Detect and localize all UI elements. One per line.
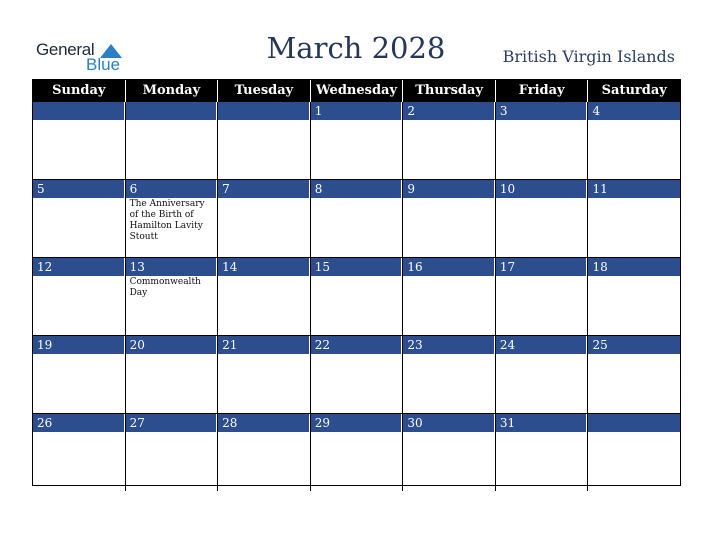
day-number: 4 [588,102,680,120]
day-number: 28 [218,414,310,432]
weekday-header: Tuesday [218,80,311,102]
calendar-week-row [33,179,680,257]
day-number: 26 [33,414,125,432]
day-number: 2 [403,102,495,120]
calendar-day-cell[interactable] [588,336,680,413]
weeks-container [33,102,680,491]
calendar-day-cell[interactable] [403,180,496,257]
calendar-week-row [33,102,680,179]
day-number: 5 [33,180,125,198]
calendar-day-cell[interactable] [496,102,589,179]
calendar-day-cell[interactable] [403,414,496,491]
day-number: 30 [403,414,495,432]
weekday-header: Wednesday [311,80,404,102]
page-title: March 2028 [266,31,446,65]
day-number: 20 [126,336,218,354]
calendar-day-cell[interactable] [496,258,589,335]
day-number [33,102,125,120]
calendar-day-cell[interactable] [218,258,311,335]
calendar-day-cell[interactable] [311,180,404,257]
calendar-day-cell[interactable] [126,414,219,491]
day-number: 6 [126,180,218,198]
calendar-day-cell[interactable] [126,258,219,335]
calendar-day-cell[interactable] [218,180,311,257]
calendar-day-cell[interactable] [311,336,404,413]
calendar-day-cell[interactable] [126,336,219,413]
calendar-day-cell[interactable] [218,414,311,491]
calendar-day-cell[interactable] [403,258,496,335]
day-number: 24 [496,336,588,354]
day-number: 29 [311,414,403,432]
calendar-day-cell[interactable] [126,180,219,257]
calendar-day-cell[interactable] [403,102,496,179]
weekday-header-row [33,80,680,102]
day-number: 11 [588,180,680,198]
region-label: British Virgin Islands [502,47,675,66]
calendar-day-cell[interactable] [33,414,126,491]
weekday-header: Sunday [33,80,126,102]
day-number [126,102,218,120]
day-number: 16 [403,258,495,276]
calendar-day-cell[interactable] [33,102,126,179]
calendar-day-cell[interactable] [496,336,589,413]
calendar-day-cell[interactable] [311,258,404,335]
day-number: 14 [218,258,310,276]
weekday-header: Friday [496,80,589,102]
day-number: 10 [496,180,588,198]
logo-blue-text: Blue [86,55,121,74]
calendar-day-cell[interactable] [33,336,126,413]
day-number: 13 [126,258,218,276]
calendar-day-cell[interactable] [311,102,404,179]
day-number: 31 [496,414,588,432]
calendar-grid [32,79,681,486]
day-number: 12 [33,258,125,276]
calendar-week-row [33,413,680,491]
calendar-day-cell[interactable] [218,336,311,413]
calendar-week-row [33,257,680,335]
day-number [588,414,680,432]
calendar-day-cell[interactable] [218,102,311,179]
calendar-day-cell[interactable] [126,102,219,179]
weekday-header: Thursday [403,80,496,102]
calendar-day-cell[interactable] [588,180,680,257]
calendar-day-cell[interactable] [496,180,589,257]
logo-general-text: General [36,40,95,59]
day-number: 19 [33,336,125,354]
calendar-day-cell[interactable] [33,258,126,335]
day-number: 22 [311,336,403,354]
day-number: 3 [496,102,588,120]
day-number: 27 [126,414,218,432]
calendar-day-cell[interactable] [588,102,680,179]
day-number: 9 [403,180,495,198]
day-number: 7 [218,180,310,198]
calendar-day-cell[interactable] [496,414,589,491]
day-number: 18 [588,258,680,276]
holiday-event: Commonwealth Day [129,277,201,298]
calendar-day-cell[interactable] [588,414,680,491]
day-number: 1 [311,102,403,120]
weekday-header: Saturday [601,83,667,98]
calendar-week-row [33,335,680,413]
day-number: 17 [496,258,588,276]
day-number: 23 [403,336,495,354]
weekday-header: Monday [126,80,219,102]
day-number [218,102,310,120]
day-number: 15 [311,258,403,276]
calendar-day-cell[interactable] [588,258,680,335]
day-number: 8 [311,180,403,198]
calendar-day-cell[interactable] [403,336,496,413]
day-number: 21 [218,336,310,354]
day-number: 25 [588,336,680,354]
holiday-event: The Anniversary of the Birth of Hamilton Lavity Stoutt [129,199,205,242]
calendar-day-cell[interactable] [311,414,404,491]
calendar-day-cell[interactable] [33,180,126,257]
